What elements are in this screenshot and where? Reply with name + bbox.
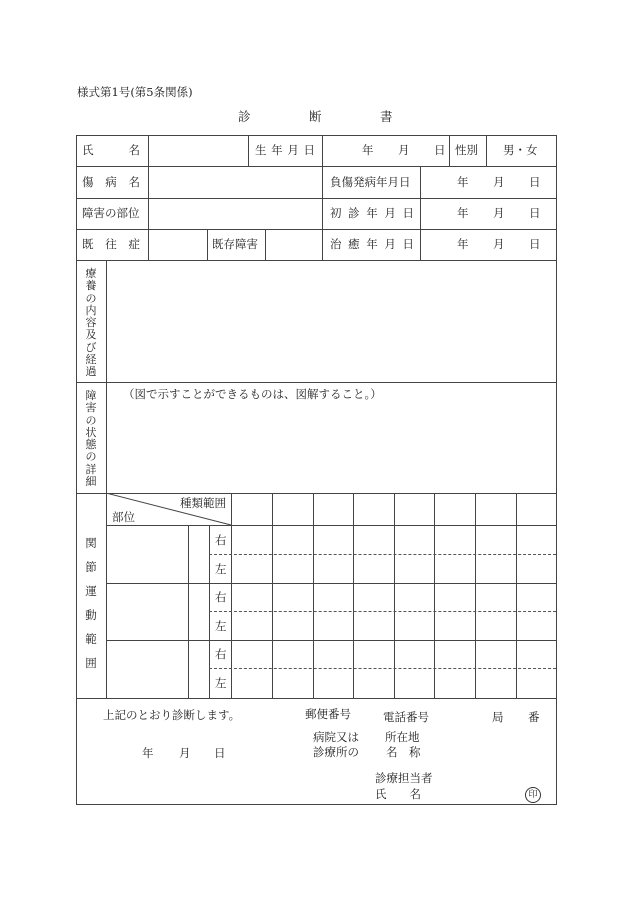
birth-month-label: 月 <box>398 143 410 157</box>
title-char-2: 断 <box>309 109 322 124</box>
hospital-label-line2: 診療所の <box>313 745 359 759</box>
medical-history-label: 既 往 症 <box>82 237 140 251</box>
hospital-label-line1: 病院又は <box>313 730 359 744</box>
right-label-3: 右 <box>215 647 227 661</box>
doctor-name-label: 氏 名 <box>375 787 421 801</box>
number-label: 番 <box>528 710 540 724</box>
right-label-2: 右 <box>215 590 227 604</box>
birth-year-label: 年 <box>362 143 374 157</box>
phone-label: 電話番号 <box>383 710 429 724</box>
condition-field[interactable] <box>108 404 555 492</box>
first-visit-day-label: 日 <box>529 206 541 220</box>
onset-date-label: 負傷発病年月日 <box>330 175 411 189</box>
footer-day-label: 日 <box>214 746 226 760</box>
name-label: 氏 名 <box>82 143 140 157</box>
type-range-header: 種類範囲 <box>180 496 226 510</box>
onset-day-label: 日 <box>529 175 541 189</box>
existing-disability-label: 既存障害 <box>212 237 258 251</box>
first-visit-label: 初 診 年 月 日 <box>330 206 414 220</box>
left-label-2: 左 <box>215 619 227 633</box>
left-label-3: 左 <box>215 676 227 690</box>
facility-name-label: 名 称 <box>386 745 421 759</box>
cure-month-label: 月 <box>493 237 505 251</box>
birth-date-label: 生 年 月 日 <box>255 143 315 157</box>
joint-range-label: 関節運動範囲 <box>85 536 97 670</box>
exchange-label: 局 <box>492 710 504 724</box>
postal-code-label: 郵便番号 <box>305 707 351 721</box>
cure-year-label: 年 <box>457 237 469 251</box>
gender-label: 性別 <box>455 143 478 157</box>
doctor-label: 診療担当者 <box>375 771 433 785</box>
title-char-1: 診 <box>238 109 251 124</box>
title-char-3: 書 <box>380 109 393 124</box>
footer-year-label: 年 <box>142 746 154 760</box>
footer-month-label: 月 <box>179 746 191 760</box>
onset-year-label: 年 <box>457 175 469 189</box>
seal-icon: 印 <box>525 787 541 803</box>
right-label-1: 右 <box>215 533 227 547</box>
condition-label: 障害の状態の詳細 <box>85 389 97 489</box>
disability-part-label: 障害の部位 <box>82 206 140 220</box>
injury-label: 傷 病 名 <box>82 175 140 189</box>
treatment-field[interactable] <box>108 262 555 381</box>
gender-options[interactable]: 男・女 <box>503 143 538 157</box>
part-header: 部位 <box>112 510 135 524</box>
left-label-1: 左 <box>215 562 227 576</box>
first-visit-year-label: 年 <box>457 206 469 220</box>
onset-month-label: 月 <box>493 175 505 189</box>
diagnosis-statement: 上記のとおり診断します。 <box>103 708 241 722</box>
cure-day-label: 日 <box>529 237 541 251</box>
first-visit-month-label: 月 <box>493 206 505 220</box>
cure-date-label: 治 癒 年 月 日 <box>330 237 414 251</box>
birth-day-label: 日 <box>434 143 446 157</box>
condition-note: （図で示すことができるものは、図解すること。） <box>123 387 382 401</box>
address-label: 所在地 <box>385 730 420 744</box>
form-number: 様式第1号(第5条関係) <box>77 85 193 99</box>
treatment-label: 療養の内容及び経過 <box>85 267 97 379</box>
